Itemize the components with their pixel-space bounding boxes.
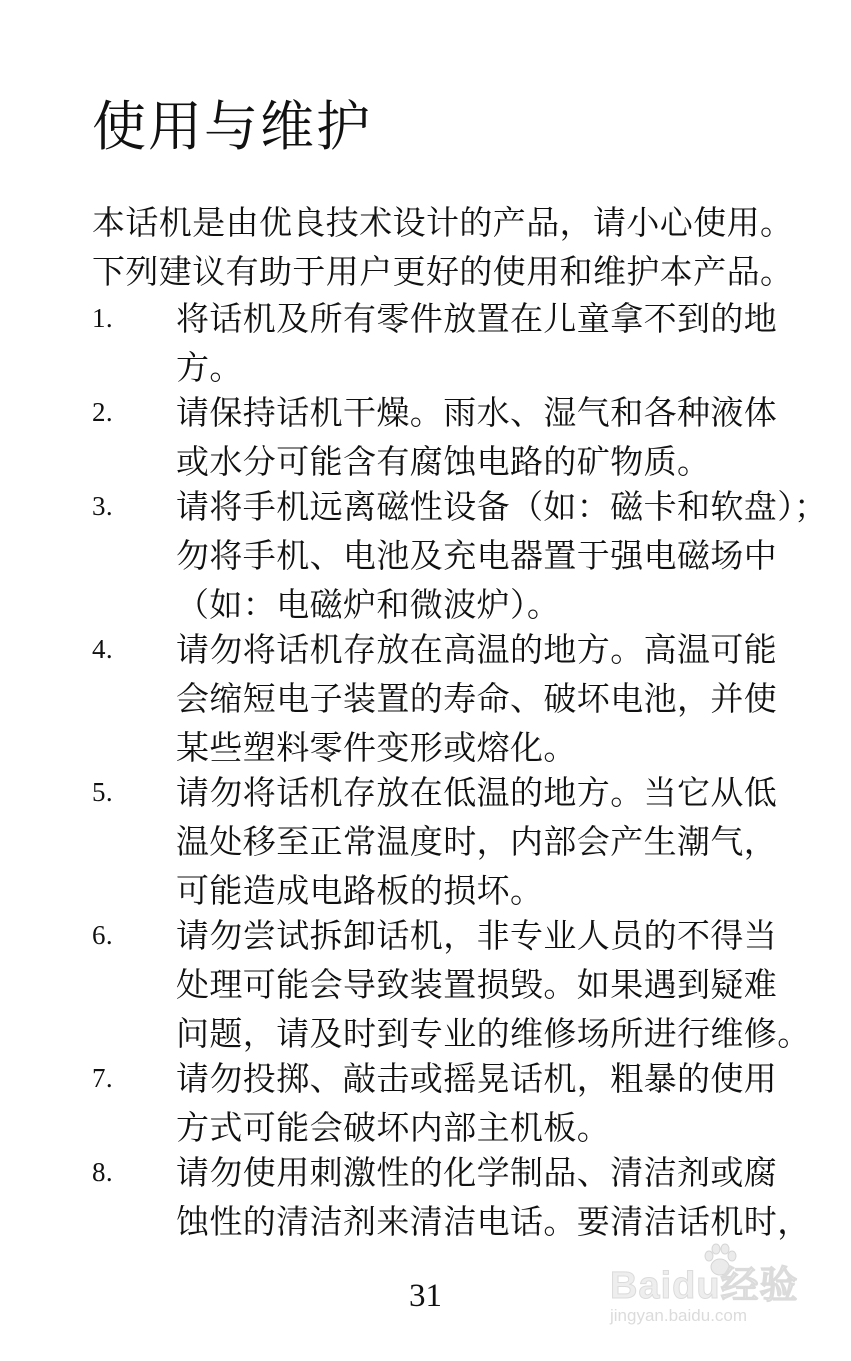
item-text-line: 请勿尝试拆卸话机，非专业人员的不得当	[176, 916, 778, 955]
baidu-watermark	[604, 1240, 814, 1340]
item-text-line: 或水分可能含有腐蚀电路的矿物质。	[176, 442, 711, 481]
list-item	[92, 625, 778, 772]
item-number: 7.	[92, 1063, 114, 1093]
item-text-line: 勿将手机、电池及充电器置于强电磁场中	[176, 536, 778, 575]
list-item	[92, 482, 828, 629]
item-number: 3.	[92, 491, 114, 521]
item-text-line: 请勿将话机存放在高温的地方。高温可能	[176, 630, 778, 669]
item-text-line: 将话机及所有零件放置在儿童拿不到的地	[176, 299, 778, 338]
item-text-line: 方式可能会破坏内部主机板。	[176, 1108, 611, 1147]
item-text-line: 可能造成电路板的损坏。	[176, 871, 544, 910]
list-item	[92, 1148, 811, 1246]
item-text-line: 请将手机远离磁性设备（如：磁卡和软盘）；	[176, 487, 828, 526]
item-text-line: 方。	[176, 348, 243, 387]
item-number: 1.	[92, 303, 114, 333]
item-text-line: 处理可能会导致装置损毁。如果遇到疑难	[176, 965, 778, 1004]
item-number: 2.	[92, 397, 114, 427]
item-text-line: （如：电磁炉和微波炉）。	[176, 585, 561, 624]
item-text-line: 问题，请及时到专业的维修场所进行维修。	[176, 1014, 811, 1053]
item-text-line: 会缩短电子装置的寿命、破坏电池，并使	[176, 679, 778, 718]
page-title: 使用与维护	[92, 95, 372, 158]
list-item	[92, 768, 778, 915]
item-number: 4.	[92, 634, 114, 664]
intro-line: 下列建议有助于用户更好的使用和维护本产品。	[92, 252, 794, 291]
item-text-line: 请勿投掷、敲击或摇晃话机，粗暴的使用	[176, 1059, 778, 1098]
maintenance-list	[92, 294, 828, 1242]
item-text-line: 请勿将话机存放在低温的地方。当它从低	[176, 773, 778, 812]
list-item	[92, 388, 778, 486]
item-text-line: 蚀性的清洁剂来清洁电话。要清洁话机时，	[176, 1202, 811, 1241]
item-text-line: 请勿使用刺激性的化学制品、清洁剂或腐	[176, 1153, 778, 1192]
watermark-url: jingyan.baidu.com	[610, 1306, 748, 1325]
item-number: 8.	[92, 1157, 114, 1187]
list-item	[92, 1054, 778, 1152]
item-text-line: 温处移至正常温度时，内部会产生潮气，	[176, 822, 778, 861]
item-number: 5.	[92, 777, 114, 807]
item-number: 6.	[92, 920, 114, 950]
intro-paragraph	[92, 198, 794, 296]
item-text-line: 某些塑料零件变形或熔化。	[176, 728, 577, 767]
item-text-line: 请保持话机干燥。雨水、湿气和各种液体	[176, 393, 778, 432]
page-number: 31	[409, 1278, 442, 1314]
list-item	[92, 294, 778, 392]
list-item	[92, 911, 811, 1058]
watermark-brand: Baidu经验	[610, 1265, 799, 1307]
intro-line: 本话机是由优良技术设计的产品，请小心使用。	[92, 203, 794, 242]
